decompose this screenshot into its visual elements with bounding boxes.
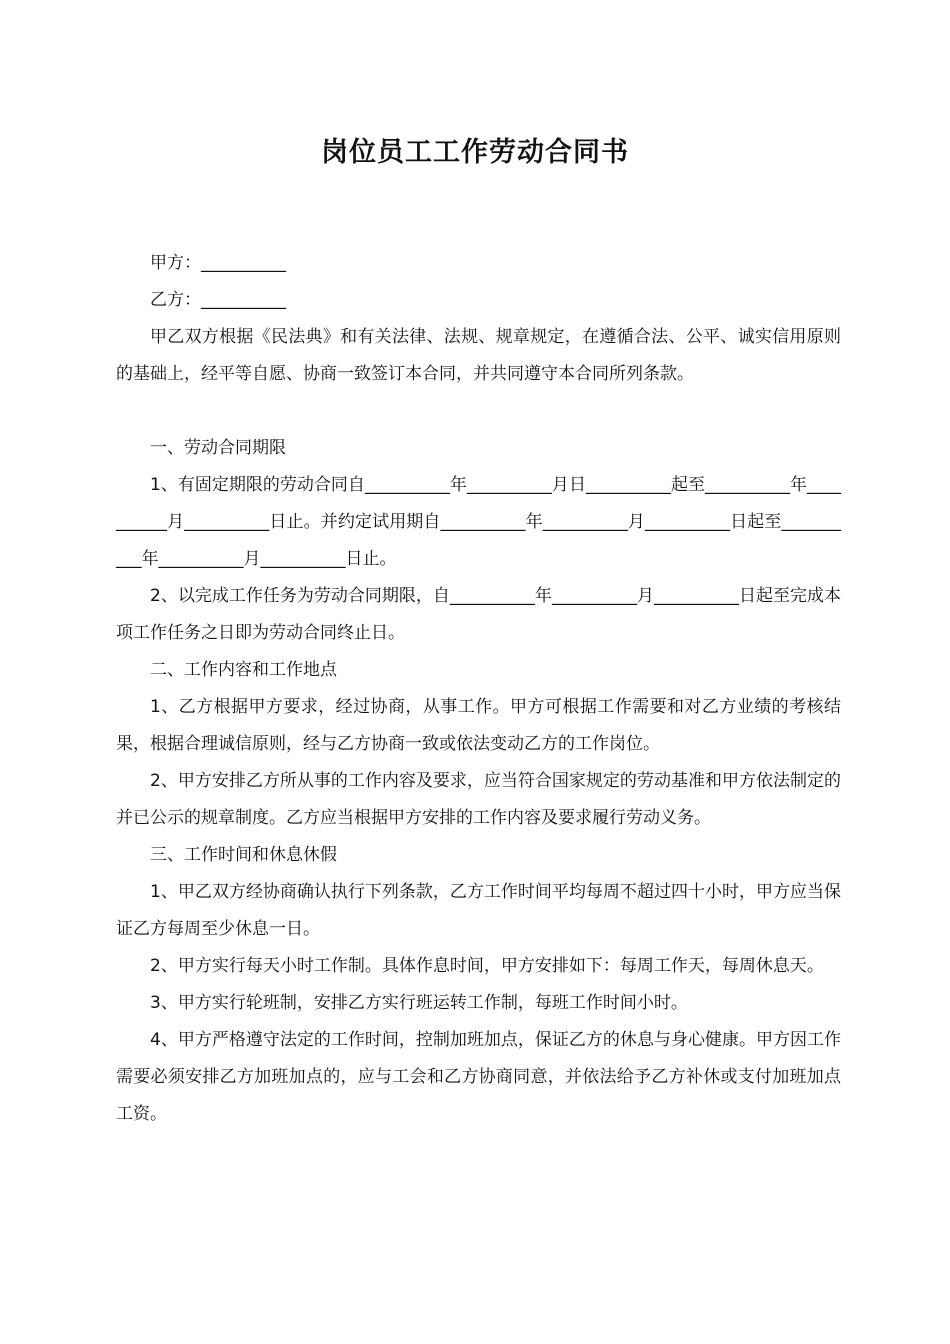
document-body — [116, 245, 841, 1133]
clause-3-2: 2、甲方实行每天小时工作制。具体作息时间，甲方安排如下：每周工作天，每周休息天。 — [150, 956, 824, 976]
clause-1-1: 1、有固定期限的劳动合同自__________年__________月日__________起至__________年__________月__________日止。并约定试用期自__________年__________月__________日起至__________年__________月__________日止。 — [116, 475, 841, 569]
clause-2-1: 1、乙方根据甲方要求，经过协商，从事工作。甲方可根据工作需要和对乙方业绩的考核结果，根据合理诚信原则，经与乙方协商一致或依法变动乙方的工作岗位。 — [116, 697, 841, 754]
clause-3-1: 1、甲乙双方经协商确认执行下列条款，乙方工作时间平均每周不超过四十小时，甲方应当保证乙方每周至少休息一日。 — [116, 882, 841, 939]
section-heading-work-content: 二、工作内容和工作地点 — [150, 660, 337, 680]
party-b-line: 乙方：__________ — [150, 290, 286, 310]
clause-3-4: 4、甲方严格遵守法定的工作时间，控制加班加点，保证乙方的休息与身心健康。甲方因工作需要必须安排乙方加班加点的，应与工会和乙方协商同意，并依法给予乙方补休或支付加班加点工资。 — [116, 1030, 841, 1124]
clause-3-3: 3、甲方实行轮班制，安排乙方实行班运转工作制，每班工作时间小时。 — [150, 993, 688, 1013]
document-title: 岗位员工工作劳动合同书 — [321, 137, 629, 168]
preamble-paragraph: 甲乙双方根据《民法典》和有关法律、法规、规章规定，在遵循合法、公平、诚实信用原则的基础上，经平等自愿、协商一致签订本合同，并共同遵守本合同所列条款。 — [116, 327, 841, 384]
party-a-line: 甲方：__________ — [150, 253, 286, 273]
clause-1-2: 2、以完成工作任务为劳动合同期限，自__________年__________月__________日起至完成本项工作任务之日即为劳动合同终止日。 — [116, 586, 841, 643]
section-heading-term: 一、劳动合同期限 — [150, 438, 286, 458]
section-heading-working-hours: 三、工作时间和休息休假 — [150, 845, 337, 865]
clause-2-2: 2、甲方安排乙方所从事的工作内容及要求，应当符合国家规定的劳动基准和甲方依法制定的并已公示的规章制度。乙方应当根据甲方安排的工作内容及要求履行劳动义务。 — [116, 771, 841, 828]
paragraph-spacer — [116, 393, 841, 430]
